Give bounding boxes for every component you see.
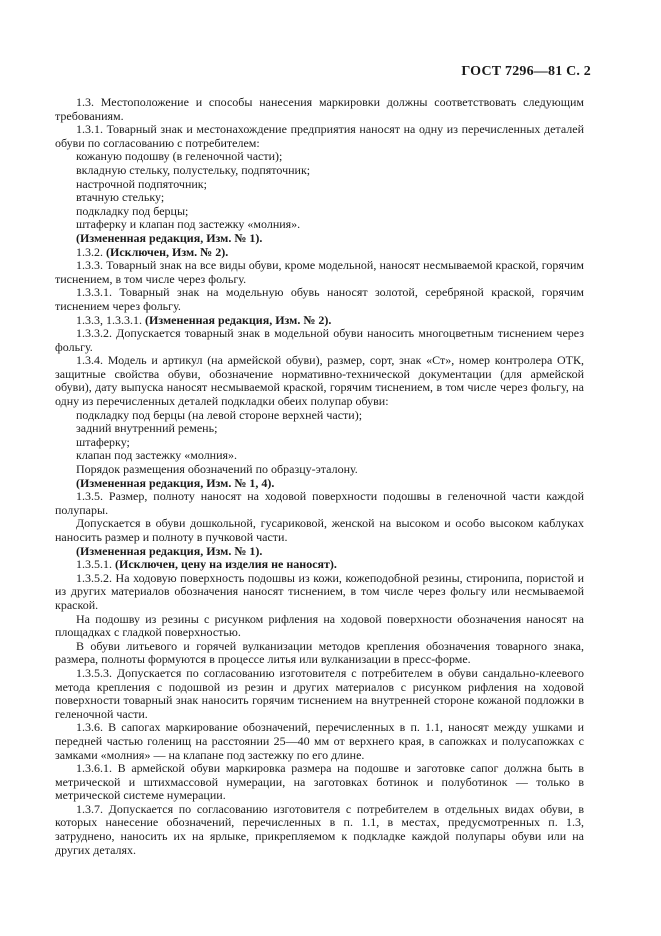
paragraph-text: втачную стельку;: [76, 190, 165, 205]
paragraph: [55, 640, 584, 667]
list-item: [55, 422, 584, 436]
list-item: [55, 178, 584, 192]
paragraph-text: подкладку под берцы (на левой стороне верхней части);: [76, 407, 363, 422]
paragraph: [55, 572, 584, 613]
paragraph: [55, 721, 584, 762]
paragraph-text: вкладную стельку, полустельку, подпяточник;: [76, 162, 311, 177]
paragraph: [55, 286, 584, 313]
paragraph-text: 1.3.3.1. Товарный знак на модельную обувь наносят золотой, серебряной краской, горячим тиснением через фольгу.: [55, 285, 584, 313]
paragraph-text: 1.3.6.1. В армейской обуви маркировка размера на подошве и заготовке сапог должна быть в метрической и штихмассовой нумерации, на заготовках ботинок и полуботинок — только в метрической системе нумерации.: [55, 761, 584, 803]
paragraph-text: подкладку под берцы;: [76, 203, 189, 218]
list-item: [55, 205, 584, 219]
paragraph-text: Порядок размещения обозначений по образцу-эталону.: [76, 462, 358, 477]
paragraph: [55, 667, 584, 721]
paragraph: [55, 354, 584, 408]
list-item: [55, 191, 584, 205]
paragraph-text: 1.3.5.2. На ходовую поверхность подошвы из кожи, кожеподобной резины, стиронипа, пористой и из других материалов обозначения наносят тиснением, в том числе через фольгу или несмываемой краской.: [55, 570, 584, 612]
paragraph-text: 1.3.3. Товарный знак на все виды обуви, кроме модельной, наносят несмываемой краской, горячим тиснением, в том числе через фольгу.: [55, 258, 584, 286]
paragraph-text: клапан под застежку «молния».: [76, 448, 238, 463]
list-item: [55, 409, 584, 423]
list-item: [55, 463, 584, 477]
paragraph-text: 1.3.3.2. Допускается товарный знак в модельной обуви наносить многоцветным тиснением через фольгу.: [55, 326, 584, 354]
paragraph: [55, 490, 584, 517]
bold-note: (Исключен, Изм. № 2).: [106, 244, 229, 259]
paragraph-text: 1.3.5. Размер, полноту наносят на ходовой поверхности подошвы в геленочной части каждой полупары.: [55, 489, 584, 517]
paragraph-text: штаферку и клапан под застежку «молния».: [76, 217, 301, 232]
paragraph-text: 1.3.4. Модель и артикул (на армейской обуви), размер, сорт, знак «Ст», номер контролера ОТК, защитные свойства обуви, обозначение нормативно-технической документации (для армейской обуви), дату выпуска наносят несмываемой краской, горячим тиснением, в том числе через фольгу, на одну из перечисленных деталей подкладки обеих полупар обуви:: [55, 353, 584, 409]
paragraph: [55, 762, 584, 803]
page-header: ГОСТ 7296—81 С. 2: [461, 64, 591, 79]
list-item: [55, 436, 584, 450]
paragraph-text: 1.3.5.1.: [76, 557, 115, 572]
document-body: [55, 96, 584, 857]
paragraph-text: задний внутренний ремень;: [76, 421, 218, 436]
paragraph: [55, 259, 584, 286]
paragraph-text: 1.3.1. Товарный знак и местонахождение предприятия наносят на одну из перечисленных деталей обуви по согласованию с потребителем:: [55, 122, 584, 150]
paragraph: [55, 123, 584, 150]
paragraph-text: (Измененная редакция, Изм. № 1, 4).: [76, 475, 275, 490]
paragraph: [55, 96, 584, 123]
paragraph-text: 1.3. Местоположение и способы нанесения маркировки должны соответствовать следующим требованиям.: [55, 95, 584, 123]
paragraph-text: 1.3.3, 1.3.3.1.: [76, 312, 145, 327]
bold-note: (Измененная редакция, Изм. № 2).: [145, 312, 332, 327]
paragraph-text: На подошву из резины с рисунком рифления на ходовой поверхности обозначения наносят на площадках с гладкой поверхностью.: [55, 611, 584, 640]
list-item: [55, 545, 584, 559]
paragraph-text: 1.3.6. В сапогах маркирование обозначений, перечисленных в п. 1.1, наносят между ушками и передней частью голенищ на расстоянии 25—40 мм от верхнего края, в сапожках и полусапожках с замками «молния» — на клапане под застежку по его длине.: [55, 720, 584, 762]
paragraph: [55, 558, 584, 572]
paragraph: [55, 613, 584, 640]
paragraph: [55, 517, 584, 544]
bold-note: (Исключен, цену на изделия не наносят).: [115, 557, 337, 572]
paragraph-text: В обуви литьевого и горячей вулканизации методов крепления обозначения товарного знака, размера, полноты формуются в процессе литья или вулканизации в пресс-форме.: [55, 638, 584, 667]
list-item: [55, 449, 584, 463]
paragraph-text: 1.3.2.: [76, 244, 106, 259]
list-item: [55, 218, 584, 232]
paragraph: [55, 246, 584, 260]
list-item: [55, 232, 584, 246]
list-item: [55, 150, 584, 164]
paragraph-text: Допускается в обуви дошкольной, гусариковой, женской на высоком и особо высоком каблуках наносить размер и полноту в пучковой части.: [55, 516, 584, 544]
paragraph-text: штаферку;: [76, 434, 130, 449]
list-item: [55, 164, 584, 178]
paragraph-text: настрочной подпяточник;: [76, 176, 207, 191]
list-item: [55, 477, 584, 491]
paragraph-text: (Измененная редакция, Изм. № 1).: [76, 543, 263, 558]
paragraph-text: 1.3.7. Допускается по согласованию изготовителя с потребителем в отдельных видах обуви, в которых нанесение обозначений, перечисленных в п. 1.1, в местах, предусмотренных п. 1.3, затруднено, наносить их на ярлыке, прикрепляемом к подкладке каждой полупары обуви или на других деталях.: [55, 801, 584, 857]
paragraph-text: кожаную подошву (в геленочной части);: [76, 149, 283, 164]
paragraph: [55, 314, 584, 328]
paragraph-text: 1.3.5.3. Допускается по согласованию изготовителя с потребителем в обуви сандально-клеевого метода крепления с подошвой из резин и других материалов с рисунком рифления на ходовой поверхности товарный знак наносить горячим тиснением на внутренней стороне кожаной подложки в геленочной части.: [55, 665, 584, 721]
paragraph-text: (Измененная редакция, Изм. № 1).: [76, 230, 263, 245]
paragraph: [55, 327, 584, 354]
paragraph: [55, 803, 584, 857]
